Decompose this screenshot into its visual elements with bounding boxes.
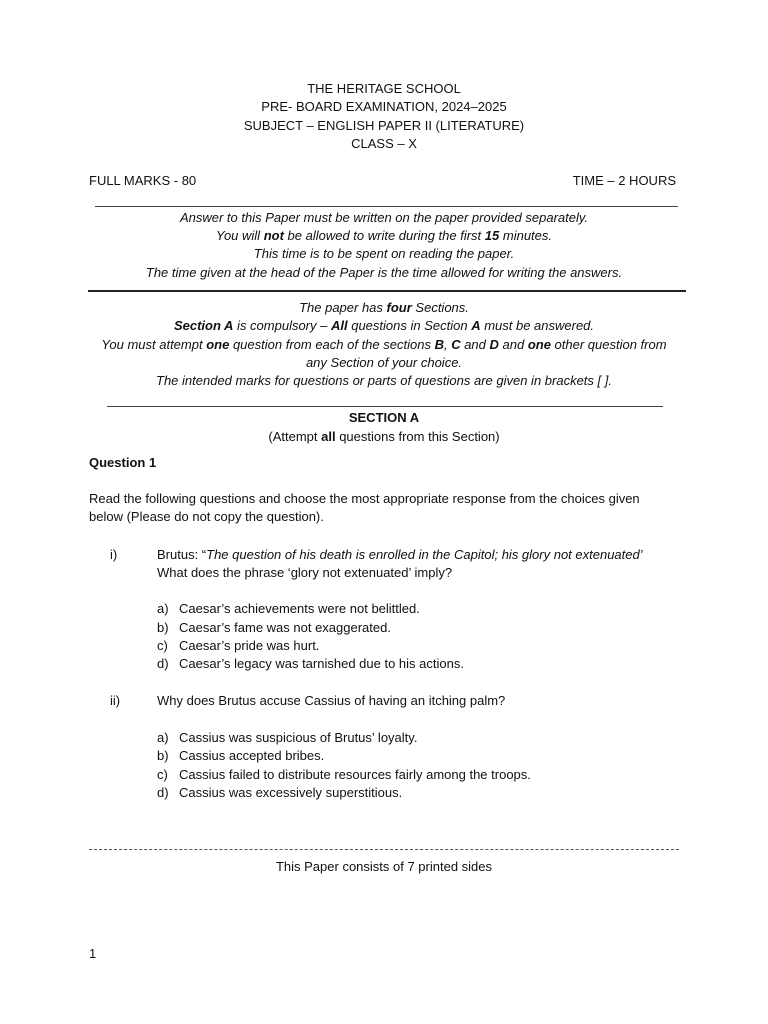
sections-line-1: The paper has four Sections. <box>299 300 469 315</box>
class-title: CLASS – X <box>351 136 417 151</box>
option: b) Cassius accepted bribes. <box>157 748 325 763</box>
option: d) Cassius was excessively superstitious. <box>157 785 403 800</box>
instruction-line-4: The time given at the head of the Paper is the time allowed for writing the answers. <box>145 265 623 280</box>
option: a) Cassius was suspicious of Brutus’ loyalty. <box>157 730 418 745</box>
section-a-subtitle: (Attempt all questions from this Section) <box>268 429 500 444</box>
subject-title: SUBJECT – ENGLISH PAPER II (LITERATURE) <box>243 118 525 133</box>
item-question: What does the phrase ‘glory not extenuated’ imply? <box>157 565 453 580</box>
full-marks: FULL MARKS - 80 <box>89 173 197 188</box>
time-allowed: TIME – 2 HOURS <box>572 173 676 188</box>
option: c) Caesar’s pride was hurt. <box>157 638 320 653</box>
sections-line-3: You must attempt one question from each of the sections B, C and D and one other question from <box>101 337 667 352</box>
item-question: Why does Brutus accuse Cassius of having an itching palm? <box>157 693 506 708</box>
item-number: i) <box>110 547 118 562</box>
exam-title: PRE- BOARD EXAMINATION, 2024–2025 <box>261 99 507 114</box>
sections-line-4: any Section of your choice. <box>305 355 463 370</box>
item-quote-line: Brutus: “The question of his death is enrolled in the Capitol; his glory not extenuated’ <box>157 547 643 562</box>
footer-note: This Paper consists of 7 printed sides <box>275 859 493 874</box>
instruction-line-3: This time is to be spent on reading the paper. <box>253 246 515 261</box>
section-underline <box>107 406 663 407</box>
instruction-line-2: You will not be allowed to write during the first 15 minutes. <box>215 228 553 243</box>
divider <box>88 290 686 292</box>
sections-line-2: Section A is compulsory – All questions in Section A must be answered. <box>173 318 595 333</box>
option: a) Caesar’s achievements were not belittled. <box>157 601 420 616</box>
question-1-heading: Question 1 <box>89 455 157 470</box>
intro-line-1: Read the following questions and choose the most appropriate response from the choices given <box>89 491 640 506</box>
section-a-title: SECTION A <box>348 410 420 425</box>
option: b) Caesar’s fame was not exaggerated. <box>157 620 391 635</box>
option: c) Cassius failed to distribute resources fairly among the troops. <box>157 767 531 782</box>
page-number: 1 <box>89 946 97 961</box>
intro-line-2: below (Please do not copy the question). <box>89 509 324 524</box>
school-name: THE HERITAGE SCHOOL <box>307 81 461 96</box>
option: d) Caesar’s legacy was tarnished due to his actions. <box>157 656 464 671</box>
item-number: ii) <box>110 693 121 708</box>
instruction-line-1: Answer to this Paper must be written on the paper provided separately. <box>179 210 589 225</box>
question-1-intro <box>89 490 689 526</box>
header-underline <box>95 206 678 207</box>
sections-line-5: The intended marks for questions or parts of questions are given in brackets [ ]. <box>156 373 612 388</box>
footer-divider <box>89 849 679 850</box>
